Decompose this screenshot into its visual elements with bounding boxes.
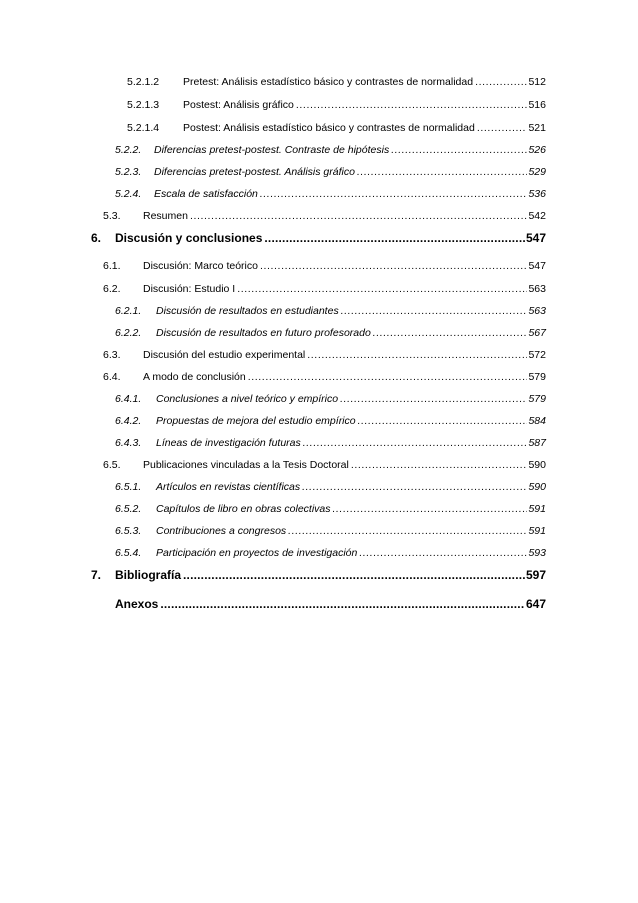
- toc-entry-title: Publicaciones vinculadas a la Tesis Doctoral: [143, 459, 349, 471]
- toc-entry-title: Contribuciones a congresos: [156, 525, 287, 537]
- toc-entry-title: Artículos en revistas científicas: [156, 481, 301, 493]
- toc-entry-number: 6.2.2.: [115, 327, 142, 339]
- toc-entry[interactable]: [115, 501, 546, 517]
- toc-entry-number: 5.2.1.4: [127, 122, 160, 134]
- toc-entry[interactable]: [115, 325, 546, 341]
- toc-entry-title: Diferencias pretest-postest. Análisis gráfico: [154, 166, 355, 178]
- toc-dot-leader: [340, 391, 527, 407]
- toc-dot-leader: [190, 208, 528, 224]
- toc-entry-page: 591: [528, 525, 546, 537]
- toc-entry-title: Líneas de investigación futuras: [156, 437, 301, 449]
- toc-entry-title: Participación en proyectos de investigación: [156, 547, 358, 559]
- toc-dot-leader: [296, 97, 528, 113]
- toc-entry-number: 6.4.2.: [115, 415, 142, 427]
- toc-entry-page: 563: [528, 283, 546, 295]
- toc-entry[interactable]: [103, 347, 546, 363]
- toc-entry-page: 597: [525, 568, 546, 582]
- toc-entry-title: Discusión y conclusiones: [115, 231, 263, 245]
- toc-entry-page: 587: [528, 437, 546, 449]
- toc-dot-leader: [160, 596, 525, 612]
- toc-entry-title: A modo de conclusión: [143, 371, 246, 383]
- toc-dot-leader: [475, 74, 527, 90]
- toc-entry[interactable]: [127, 97, 546, 113]
- toc-dot-leader: [358, 413, 528, 429]
- toc-entry[interactable]: [103, 369, 546, 385]
- toc-entry-number: 6.4.1.: [115, 393, 142, 405]
- toc-entry[interactable]: [115, 435, 546, 451]
- toc-entry[interactable]: [127, 74, 546, 90]
- toc-entry-page: 521: [528, 122, 546, 134]
- toc-entry-number: 6.4.3.: [115, 437, 142, 449]
- toc-entry[interactable]: [127, 120, 546, 136]
- toc-entry-page: 572: [528, 349, 546, 361]
- toc-entry-title: Postest: Análisis gráfico: [183, 99, 294, 111]
- toc-entry-title: Propuestas de mejora del estudio empírico: [156, 415, 356, 427]
- toc-entry-page: 516: [528, 99, 546, 111]
- toc-entry-number: 5.2.2.: [115, 144, 142, 156]
- toc-entry-title: Discusión: Estudio I: [143, 283, 236, 295]
- toc-entry-number: 5.2.4.: [115, 188, 142, 200]
- toc-entry-page: 547: [528, 260, 546, 272]
- toc-dot-leader: [183, 567, 525, 583]
- toc-entry[interactable]: [115, 164, 546, 180]
- toc-entry-number: 6.5.3.: [115, 525, 142, 537]
- toc-entry-page: 512: [528, 76, 546, 88]
- toc-entry-number: 6.5.2.: [115, 503, 142, 515]
- toc-dot-leader: [351, 457, 528, 473]
- toc-dot-leader: [341, 303, 528, 319]
- toc-entry-page: 591: [528, 503, 546, 515]
- toc-entry-title: Escala de satisfacción: [154, 188, 258, 200]
- toc-entry-page: 536: [528, 188, 546, 200]
- toc-entry-title: Anexos: [115, 597, 159, 611]
- toc-entry-number: 6.2.: [103, 283, 121, 295]
- toc-entry[interactable]: [115, 413, 546, 429]
- toc-entry-number: 5.3.: [103, 210, 121, 222]
- toc-entry-chapter[interactable]: [91, 230, 546, 246]
- toc-entry-chapter[interactable]: [91, 567, 546, 583]
- toc-dot-leader: [237, 281, 527, 297]
- toc-entry-number: 6.4.: [103, 371, 121, 383]
- toc-entry-title: Bibliografía: [115, 568, 182, 582]
- toc-entry-chapter[interactable]: [115, 596, 546, 612]
- toc-entry-number: 6.2.1.: [115, 305, 142, 317]
- toc-dot-leader: [359, 545, 527, 561]
- toc-dot-leader: [357, 164, 528, 180]
- toc-dot-leader: [260, 186, 528, 202]
- toc-entry-title: Discusión de resultados en estudiantes: [156, 305, 339, 317]
- toc-entry-page: 547: [525, 231, 546, 245]
- toc-entry-title: Resumen: [143, 210, 188, 222]
- toc-entry-number: 5.2.1.3: [127, 99, 160, 111]
- toc-dot-leader: [303, 435, 528, 451]
- toc-entry-number: 6.: [91, 231, 102, 245]
- toc-entry-title: Discusión: Marco teórico: [143, 260, 258, 272]
- toc-entry[interactable]: [115, 186, 546, 202]
- toc-entry-title: Capítulos de libro en obras colectivas: [156, 503, 331, 515]
- toc-dot-leader: [391, 142, 527, 158]
- toc-entry-page: 647: [525, 597, 546, 611]
- toc-entry-page: 526: [528, 144, 546, 156]
- toc-dot-leader: [307, 347, 527, 363]
- toc-entry[interactable]: [115, 479, 546, 495]
- toc-entry-page: 579: [528, 371, 546, 383]
- toc-entry-number: 6.5.1.: [115, 481, 142, 493]
- toc-entry-title: Discusión de resultados en futuro profesorado: [156, 327, 371, 339]
- toc-entry-page: 590: [528, 481, 546, 493]
- toc-entry[interactable]: [103, 457, 546, 473]
- toc-entry-page: 590: [528, 459, 546, 471]
- toc-entry-page: 563: [528, 305, 546, 317]
- toc-dot-leader: [333, 501, 528, 517]
- toc-entry[interactable]: [115, 142, 546, 158]
- toc-dot-leader: [264, 230, 525, 246]
- toc-entry[interactable]: [103, 208, 546, 224]
- toc-entry-page: 593: [528, 547, 546, 559]
- toc-entry-number: 6.3.: [103, 349, 121, 361]
- toc-dot-leader: [373, 325, 528, 341]
- toc-entry-number: 6.5.: [103, 459, 121, 471]
- toc-dot-leader: [260, 258, 528, 274]
- toc-entry-number: 7.: [91, 568, 102, 582]
- toc-entry-title: Discusión del estudio experimental: [143, 349, 306, 361]
- toc-entry-title: Conclusiones a nivel teórico y empírico: [156, 393, 339, 405]
- toc-entry-page: 584: [528, 415, 546, 427]
- toc-entry[interactable]: [115, 545, 546, 561]
- toc-entry[interactable]: [103, 258, 546, 274]
- toc-entry-number: 6.5.4.: [115, 547, 142, 559]
- toc-dot-leader: [288, 523, 527, 539]
- toc-entry-title: Pretest: Análisis estadístico básico y contrastes de normalidad: [183, 76, 474, 88]
- toc-entry-title: Diferencias pretest-postest. Contraste de hipótesis: [154, 144, 390, 156]
- toc-entry-title: Postest: Análisis estadístico básico y contrastes de normalidad: [183, 122, 475, 134]
- toc-entry[interactable]: [103, 281, 546, 297]
- toc-entry-page: 567: [528, 327, 546, 339]
- toc-entry-page: 529: [528, 166, 546, 178]
- toc-entry[interactable]: [115, 391, 546, 407]
- toc-dot-leader: [248, 369, 528, 385]
- toc-entry-number: 6.1.: [103, 260, 121, 272]
- toc-entry[interactable]: [115, 523, 546, 539]
- toc-entry[interactable]: [115, 303, 546, 319]
- toc-entry-number: 5.2.3.: [115, 166, 142, 178]
- toc-entry-page: 579: [528, 393, 546, 405]
- toc-entry-page: 542: [528, 210, 546, 222]
- toc-dot-leader: [477, 120, 528, 136]
- toc-dot-leader: [302, 479, 527, 495]
- toc-entry-number: 5.2.1.2: [127, 76, 160, 88]
